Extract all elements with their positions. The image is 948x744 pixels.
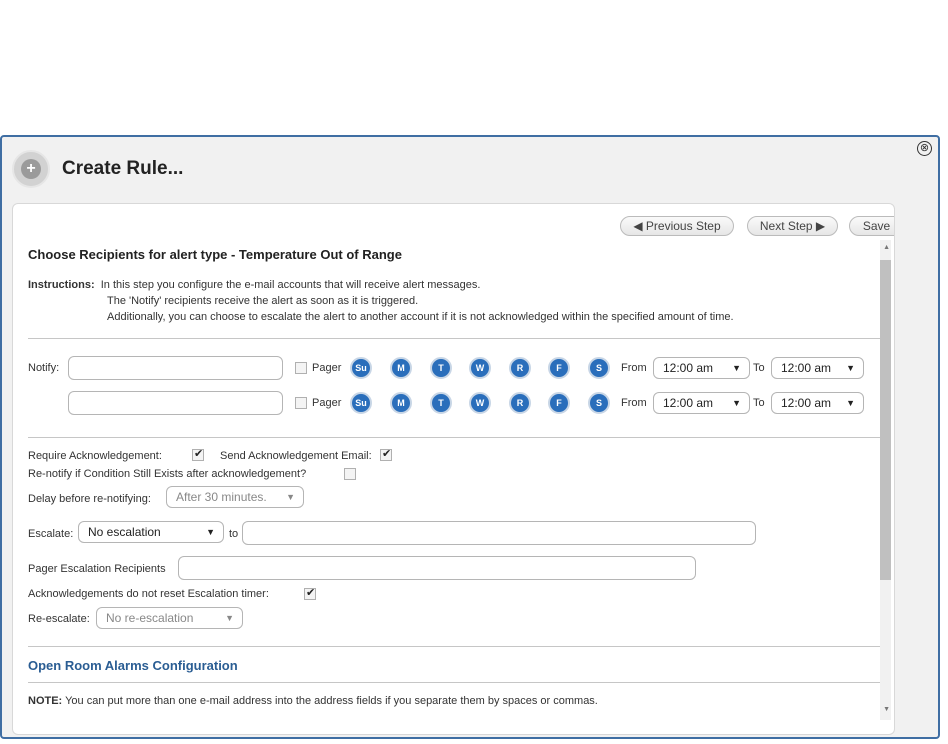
pager-escalation-label: Pager Escalation Recipients <box>28 563 166 575</box>
delay-value: After 30 minutes. <box>176 490 267 504</box>
to-label-2: To <box>753 397 765 409</box>
from-time-select-1[interactable] <box>653 357 750 379</box>
divider <box>28 682 885 683</box>
reescalate-label: Re-escalate: <box>28 613 90 625</box>
note-body: You can put more than one e-mail address into the address fields if you separate them by spaces or commas. <box>65 695 598 707</box>
to-label-1: To <box>753 362 765 374</box>
escalate-label: Escalate: <box>28 528 74 540</box>
day-sunday-2[interactable]: Su <box>350 392 372 414</box>
to-time-select-2[interactable] <box>771 392 864 414</box>
divider <box>28 338 885 339</box>
scroll-down-icon[interactable]: ▼ <box>883 706 890 713</box>
pager-label-1: Pager <box>312 362 342 374</box>
create-rule-dialog <box>0 135 940 739</box>
notify-email-input-1[interactable] <box>68 356 283 380</box>
note-label: NOTE: <box>28 695 63 707</box>
add-rule-icon <box>12 150 50 188</box>
note-text <box>28 695 598 707</box>
no-reset-label: Acknowledgements do not reset Escalation timer: <box>28 588 269 600</box>
require-ack-label: Require Acknowledgement: <box>28 450 162 462</box>
instructions-line-2: The 'Notify' recipients receive the alert as soon as it is triggered. <box>107 295 419 307</box>
chevron-down-icon: ▼ <box>846 398 855 408</box>
divider <box>28 646 885 647</box>
plus-icon: + <box>21 159 41 179</box>
next-step-button[interactable]: Next Step ▶ <box>747 216 838 236</box>
send-ack-email-checkbox[interactable] <box>380 449 392 461</box>
escalate-value: No escalation <box>88 525 161 539</box>
day-wednesday-1[interactable]: W <box>469 357 491 379</box>
scrollbar-thumb[interactable] <box>880 260 891 580</box>
chevron-down-icon: ▼ <box>846 363 855 373</box>
day-saturday-2[interactable]: S <box>588 392 610 414</box>
day-thursday-1[interactable]: R <box>509 357 531 379</box>
day-sunday-1[interactable]: Su <box>350 357 372 379</box>
chevron-down-icon: ▼ <box>732 398 741 408</box>
chevron-down-icon: ▼ <box>732 363 741 373</box>
day-monday-1[interactable]: M <box>390 357 412 379</box>
open-room-alarms-heading[interactable]: Open Room Alarms Configuration <box>28 658 238 673</box>
page-heading: Choose Recipients for alert type - Temperature Out of Range <box>28 247 402 262</box>
escalate-select[interactable] <box>78 521 224 543</box>
pager-escalation-input[interactable] <box>178 556 696 580</box>
day-friday-1[interactable]: F <box>548 357 570 379</box>
day-friday-2[interactable]: F <box>548 392 570 414</box>
reescalate-value: No re-escalation <box>106 611 194 625</box>
to-time-value-1: 12:00 am <box>781 361 832 375</box>
send-ack-email-label: Send Acknowledgement Email: <box>220 450 372 462</box>
instructions-line-1: In this step you configure the e-mail accounts that will receive alert messages. <box>100 279 481 291</box>
save-button[interactable]: Save <box>849 216 895 236</box>
rule-panel <box>12 203 895 735</box>
divider <box>28 437 885 438</box>
scroll-up-icon[interactable]: ▲ <box>883 244 890 251</box>
notify-email-input-2[interactable] <box>68 391 283 415</box>
dialog-title: Create Rule... <box>62 158 184 179</box>
day-tuesday-2[interactable]: T <box>430 392 452 414</box>
pager-checkbox-2[interactable] <box>295 397 307 409</box>
from-time-select-2[interactable] <box>653 392 750 414</box>
day-thursday-2[interactable]: R <box>509 392 531 414</box>
day-saturday-1[interactable]: S <box>588 357 610 379</box>
escalate-to-label: to <box>229 528 239 540</box>
renotify-label: Re-notify if Condition Still Exists after acknowledgement? <box>28 468 307 480</box>
day-monday-2[interactable]: M <box>390 392 412 414</box>
to-time-select-1[interactable] <box>771 357 864 379</box>
pager-label-2: Pager <box>312 397 342 409</box>
day-wednesday-2[interactable]: W <box>469 392 491 414</box>
from-label-2: From <box>621 397 647 409</box>
chevron-down-icon: ▼ <box>206 527 215 537</box>
dialog-header <box>12 149 183 189</box>
day-tuesday-1[interactable]: T <box>430 357 452 379</box>
to-time-value-2: 12:00 am <box>781 396 832 410</box>
delay-label: Delay before re-notifying: <box>28 493 151 505</box>
from-label-1: From <box>621 362 647 374</box>
renotify-checkbox[interactable] <box>344 468 356 480</box>
instructions-label: Instructions: <box>28 279 95 291</box>
pager-checkbox-1[interactable] <box>295 362 307 374</box>
instructions-line-3: Additionally, you can choose to escalate the alert to another account if it is not acknowledged within the specified amount of time. <box>107 311 734 323</box>
delay-select[interactable] <box>166 486 304 508</box>
escalate-to-input[interactable] <box>242 521 756 545</box>
from-time-value-1: 12:00 am <box>663 361 714 375</box>
chevron-down-icon: ▼ <box>225 613 234 623</box>
notify-label: Notify: <box>28 362 60 374</box>
instructions-block <box>28 277 734 325</box>
from-time-value-2: 12:00 am <box>663 396 714 410</box>
previous-step-button[interactable]: ◀ Previous Step <box>620 216 734 236</box>
close-icon[interactable]: ⊗ <box>917 141 932 156</box>
no-reset-checkbox[interactable] <box>304 588 316 600</box>
chevron-down-icon: ▼ <box>286 492 295 502</box>
require-ack-checkbox[interactable] <box>192 449 204 461</box>
reescalate-select[interactable] <box>96 607 243 629</box>
